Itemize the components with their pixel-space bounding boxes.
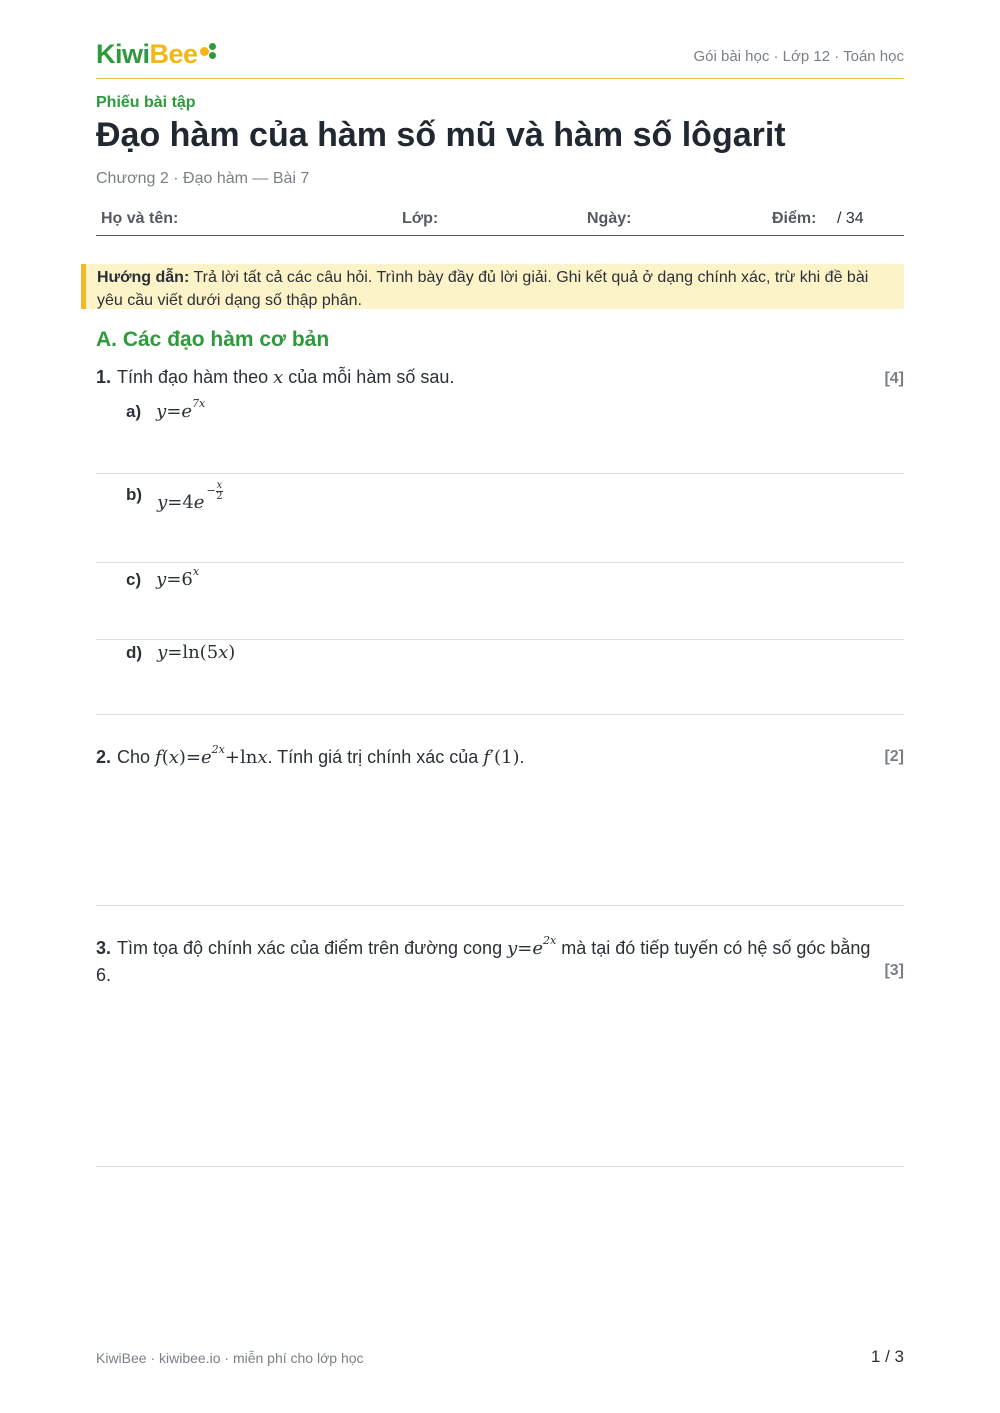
- marks-badge: [3]: [884, 962, 904, 979]
- question-1c: [126, 565, 200, 590]
- answer-line: [96, 473, 904, 474]
- part-label: d): [126, 643, 143, 662]
- student-info-row: [96, 200, 904, 236]
- answer-line: [96, 905, 904, 906]
- part-label: b): [126, 485, 143, 504]
- math-expression: y=ln(5x): [157, 642, 236, 663]
- answer-line: [96, 714, 904, 715]
- answer-line: [96, 1166, 904, 1167]
- name-field-label: Họ và tên:: [101, 210, 179, 227]
- math-expression: $y=e^{7x}$: [156, 397, 206, 422]
- logo-bee-text: Bee: [149, 39, 198, 69]
- question-1b: [126, 479, 223, 513]
- breadcrumb: Gói bài học · Lớp 12 · Toán học: [693, 48, 904, 65]
- marks-badge: [4]: [884, 370, 904, 387]
- question-text: Cho: [117, 747, 156, 767]
- answer-line: [96, 639, 904, 640]
- question-text-end: .: [519, 747, 525, 767]
- math-expression: $y=4e^{- \frac{x}{2}}$: [157, 479, 223, 513]
- logo-kiwi-text: Kiwi: [96, 39, 150, 69]
- page-title: Đạo hàm của hàm số mũ và hàm số lôgarit: [96, 116, 786, 154]
- math-expression: $y=6^x$: [156, 565, 200, 590]
- math-expression: $f(x)=e^{2x}+\ln x$: [155, 743, 268, 768]
- question-3: [96, 931, 886, 988]
- math-expression: $y=e^{2x}$: [507, 934, 557, 959]
- instructions-label: Hướng dẫn:: [97, 269, 190, 286]
- question-text-end: của mỗi hàm số sau.: [283, 367, 455, 387]
- marks-badge: [2]: [884, 748, 904, 765]
- page-number: 1 / 3: [870, 1347, 904, 1366]
- instructions-box: [81, 264, 904, 309]
- question-1a: [126, 397, 206, 422]
- question-1d: [126, 642, 235, 663]
- part-label: c): [126, 570, 142, 589]
- part-label: a): [126, 402, 142, 421]
- class-field-label: Lớp:: [402, 210, 439, 227]
- footer-credit: KiwiBee · kiwibee.io · miễn phí cho lớp học: [96, 1350, 364, 1366]
- date-field-label: Ngày:: [587, 210, 632, 227]
- question-number: 1.: [96, 367, 112, 387]
- question-text: Tìm tọa độ chính xác của điểm trên đường cong: [117, 938, 508, 958]
- instructions-text: Trả lời tất cả các câu hỏi. Trình bày đầy đủ lời giải. Ghi kết quả ở dạng chính xác, trừ khi đề bài yêu cầu viết dưới dạng số thập phân.: [97, 269, 869, 309]
- question-text: Tính đạo hàm theo: [117, 367, 274, 387]
- score-field-label: Điểm:: [772, 210, 817, 227]
- question-text-mid: . Tính giá trị chính xác của: [267, 747, 484, 767]
- page-header: [96, 38, 904, 79]
- answer-line: [96, 562, 904, 563]
- page-subtitle: Chương 2 · Đạo hàm — Bài 7: [96, 170, 310, 187]
- worksheet-kicker: Phiếu bài tập: [96, 94, 196, 111]
- question-number: 3.: [96, 938, 112, 958]
- question-1: [96, 364, 904, 391]
- math-var: x: [273, 367, 284, 388]
- logo-dots-icon: [200, 43, 220, 63]
- question-2: [96, 740, 904, 771]
- question-text-end: mà tại đó tiếp tuyến có hệ số góc bằng 6.: [96, 938, 871, 985]
- kiwibee-logo: [96, 38, 198, 70]
- section-heading: A. Các đạo hàm cơ bản: [96, 328, 330, 351]
- question-number: 2.: [96, 747, 112, 767]
- math-expression: f′(1): [483, 747, 520, 768]
- score-total: / 34: [837, 210, 864, 227]
